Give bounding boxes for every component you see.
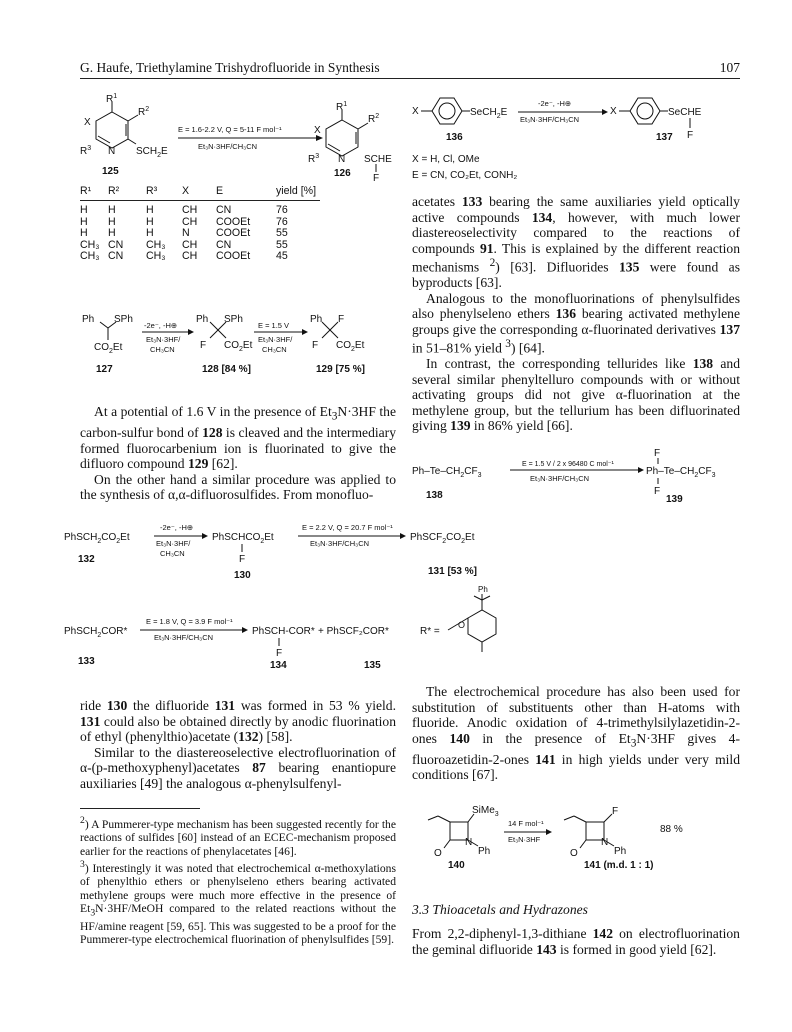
footnote-2: $^2$) A Pummerer-type mechanism has been suggested recently for the reactions of sulfides [60] instead of an ECEC-mechanism proposed earlier for the reactions of phenylacetates [46]. — [80, 815, 396, 858]
label-138: 138 — [426, 490, 443, 501]
table-cell: H — [146, 215, 154, 228]
structure-133: PhSCH$_2$COR* — [64, 626, 128, 639]
structure-128-co2et: $CO_2Et$ — [224, 340, 253, 353]
structure-128-f: F — [200, 340, 207, 351]
label-139: 139 — [666, 494, 683, 505]
arrow-133-bottom: Et₃N·3HF/CH₃CN — [154, 633, 214, 642]
left-column-upper — [80, 404, 396, 503]
label-132: 132 — [78, 554, 95, 565]
structure-138: $Ph-Te-CH_2CF_3$ — [412, 466, 482, 479]
paragraph: ride 130 the difluoride 131 was formed in 53 % yield. 131 could also be obtained directly by anodic fluorination of ethyl (phenylthio)acetate (132) [58]. — [80, 698, 396, 744]
paragraph: Similar to the diastereoselective electrofluorination of α-(p-methoxyphenyl)acetates 87 bearing enantiopure auxiliaries [49] the analogous α-phenylsulfenyl- — [80, 744, 396, 791]
table-cell: CN — [108, 250, 124, 263]
structure-127-sph: SPh — [114, 314, 133, 325]
scheme-125-126 — [80, 92, 410, 184]
table-cell: CN — [108, 238, 124, 251]
r3-label-product: $R^3$ — [308, 153, 320, 165]
table-cell: H — [108, 215, 116, 228]
table-cell: H — [146, 204, 154, 216]
n-label-product: N — [338, 154, 346, 165]
structure-139: $Ph-Te-CH_2CF_3$ — [646, 466, 716, 479]
footnote-rule — [80, 808, 200, 809]
label-137: 137 — [656, 132, 673, 143]
r2-label-product: $R^2$ — [368, 113, 380, 125]
table-header-cell: yield [%] — [276, 185, 317, 197]
table-cell: CH₃ — [146, 238, 166, 251]
x-substituent-product: X — [610, 106, 617, 117]
f-bottom-139: F — [654, 486, 661, 497]
structure-127-ph: Ph — [82, 314, 95, 325]
table-cell: CN — [216, 238, 232, 251]
arrow-140-bottom: Et₃N·3HF — [508, 835, 541, 844]
table-cell: CH₃ — [80, 250, 100, 263]
table-cell: CH — [182, 238, 198, 251]
f-label-134: F — [276, 648, 283, 659]
label-136: 136 — [446, 132, 463, 143]
label-130: 130 — [234, 570, 251, 581]
arrow-138-top: E = 1.5 V / 2 x 96480 C mol⁻¹ — [522, 461, 614, 468]
arrow-136-bottom: Et₃N·3HF/CH₃CN — [520, 115, 580, 124]
yield-table — [80, 186, 320, 263]
arrow-138-bottom: Et₃N·3HF/CH₃CN — [530, 474, 590, 483]
right-column-bottom — [412, 926, 740, 957]
x-substituent: X — [412, 106, 419, 117]
table-header-cell: E — [216, 185, 224, 197]
table-cell: 76 — [276, 204, 288, 216]
arrow-130-bottom: Et₃N·3HF/CH₃CN — [310, 539, 370, 548]
label-133: 133 — [78, 656, 95, 667]
label-128: 128 [84 %] — [202, 364, 251, 375]
o-label-141: O — [570, 848, 578, 859]
label-140: 140 — [448, 860, 465, 871]
paragraph: From 2,2-diphenyl-1,3-dithiane 142 on electrofluorination the geminal difluoride 143 is formed in good yield [62]. — [412, 926, 740, 957]
table-cell: H — [80, 204, 88, 216]
paragraph: The electrochemical procedure has also been used for substitution of substituents other than H-atoms with fluoride. Anodic oxidation of 4-trimethylsilylazetidin-2-ones 140 in the presence of $Et_3N\cdot 3HF$ gives 4-fluoroazetidin-2-ones 141 in high yields under very mild conditions [67]. — [412, 684, 740, 783]
table-cell: COOEt — [216, 215, 251, 228]
scheme-138-139 — [412, 448, 742, 510]
right-column-upper — [412, 194, 740, 434]
table-cell: CH₃ — [146, 250, 166, 263]
table-row — [80, 205, 320, 217]
benzene-ring-136 — [432, 98, 462, 124]
label-126: 126 — [334, 168, 351, 179]
sime3-label: SiMe$_3$ — [472, 805, 499, 818]
table-header-cell: R² — [108, 185, 120, 197]
arrow-127-bottom-2: CH₃CN — [150, 345, 175, 354]
structure-127-co2et: $CO_2Et$ — [94, 342, 123, 355]
table-cell: 55 — [276, 227, 288, 240]
x-label-product: X — [314, 125, 321, 136]
table-cell: 45 — [276, 250, 288, 263]
structure-129-ph: Ph — [310, 314, 323, 325]
f-label-130: F — [239, 554, 246, 565]
arrow-127-bottom-1: Et₃N·3HF/ — [146, 335, 181, 344]
arrow-132-top: -2e⁻, -H⊕ — [160, 523, 194, 532]
table-cell: H — [108, 227, 116, 240]
menthyl-auxiliary — [448, 594, 496, 652]
label-134: 134 — [270, 660, 287, 671]
header-rule — [80, 78, 740, 79]
table-cell: CH — [182, 215, 198, 228]
f-label-141: F — [612, 806, 619, 817]
ph-label-141: Ph — [614, 846, 627, 857]
ph-label-140: Ph — [478, 846, 491, 857]
table-header-row — [80, 186, 320, 201]
table-cell: H — [108, 204, 116, 216]
table-cell: H — [80, 227, 88, 240]
structure-125 — [96, 102, 138, 148]
schfe-label: SCHE — [364, 154, 392, 165]
arrow-127-top: -2e⁻, -H⊕ — [144, 321, 178, 330]
structure-130: PhSCHCO$_2$Et — [212, 532, 274, 545]
table-cell: COOEt — [216, 250, 251, 263]
scheme-133-135 — [64, 585, 604, 674]
structure-134: PhSCH-COR* — [252, 626, 315, 637]
seche: SeCHE — [668, 107, 702, 118]
running-head-title: G. Haufe, Triethylamine Trishydrofluoride in Synthesis — [80, 60, 380, 75]
structure-135: + PhSCF₂COR* — [318, 626, 389, 637]
paragraph: At a potential of 1.6 V in the presence of $Et_3N\cdot 3HF$ the carbon-sulfur bond of 128 is cleaved and the intermediary formed fluorocarbenium ion is fluorinated to give the difluoro compound 129 [62]. — [80, 404, 396, 472]
table-cell: N — [182, 227, 190, 240]
benzene-ring-137 — [630, 98, 660, 124]
arrow-133-top: E = 1.8 V, Q = 3.9 F mol⁻¹ — [146, 617, 233, 626]
f-label-137: F — [687, 130, 694, 141]
arrow-140-top: 14 F mol⁻¹ — [508, 819, 544, 828]
structure-129-f: F — [338, 314, 345, 325]
o-label-140: O — [434, 848, 442, 859]
label-125: 125 — [102, 166, 119, 177]
table-header-cell: X — [182, 185, 190, 197]
scheme-136-137 — [412, 90, 742, 192]
n-label-140: N — [465, 837, 473, 848]
menthyl-ph: Ph — [478, 585, 488, 594]
label-135: 135 — [364, 660, 381, 671]
structure-128-ph: Ph — [196, 314, 209, 325]
n-label-141: N — [601, 837, 609, 848]
arrow-136-top: -2e⁻, -H⊕ — [538, 99, 572, 108]
label-127: 127 — [96, 364, 113, 375]
r1-label-product: $R^1$ — [336, 101, 348, 113]
table-cell: 55 — [276, 238, 288, 251]
sch2e-label: $SCH_2E$ — [136, 146, 168, 159]
paragraph: acetates 133 bearing the same auxiliaries yield optically active compounds 134, however, with much lower diastereoselectivity compared to the reactions of compounds 91. This is explained by the different reaction mechanisms $^2$) [63]. Difluorides 135 were found as byproducts [63]. — [412, 194, 741, 291]
scheme-127-129 — [80, 308, 400, 380]
right-column-lower — [412, 684, 740, 783]
arrow-132-bottom-2: CH₃CN — [160, 549, 185, 558]
arrow-125-reagent: Et₃N·3HF/CH₃CN — [198, 142, 258, 151]
r-star-definition: R* = — [420, 626, 440, 637]
yield-141: 88 % — [660, 824, 683, 835]
menthyl-o: O — [458, 620, 466, 630]
n-label: N — [108, 146, 116, 157]
r2-label: $R^2$ — [138, 106, 150, 118]
x-label: X — [84, 117, 91, 128]
label-141: 141 (m.d. 1 : 1) — [584, 860, 654, 871]
footnotes — [80, 814, 396, 947]
table-header-cell: R¹ — [80, 185, 92, 197]
paragraph: In contrast, the corresponding tellurides like 138 and several similar phenyltelluro compounds with or without activating groups did not give α-fluorination at the methylene group, but the tellurium has been difluorinated giving 139 in 86% yield [66]. — [412, 356, 740, 434]
paragraph: On the other hand a similar procedure was applied to the synthesis of α,α-difluorosulfides. From monofluo- — [80, 471, 396, 503]
table-cell: CH₃ — [80, 238, 100, 251]
section-heading: 3.3 Thioacetals and Hydrazones — [412, 902, 588, 917]
arrow-125-conditions: E = 1.6-2.2 V, Q = 5-11 F mol⁻¹ — [178, 125, 282, 134]
structure-128-sph: SPh — [224, 314, 243, 325]
table-cell: CH — [182, 250, 198, 263]
paragraph: Analogous to the monofluorinations of phenylsulfides also phenylseleno ethers 136 bearing activated methylene groups give the corresponding α-fluorinated derivatives 137 in 51–81% yield $^3$) [64]. — [412, 290, 740, 356]
arrow-132-bottom-1: Et₃N·3HF/ — [156, 539, 191, 548]
arrow-128-bottom-1: Et₃N·3HF/ — [258, 335, 293, 344]
sech2e: SeCH$_2$E — [470, 107, 508, 120]
scheme-140-141 — [416, 802, 736, 871]
f-top-139: F — [654, 448, 661, 459]
e-definition: E = CN, CO₂Et, CONH₂ — [412, 170, 518, 181]
structure-131: $PhSCF_2CO_2Et$ — [410, 532, 475, 545]
x-definition: X = H, Cl, OMe — [412, 154, 480, 165]
table-cell: CN — [216, 204, 232, 216]
running-head — [80, 60, 740, 80]
r3-label: $R^3$ — [80, 145, 92, 157]
table-cell: 76 — [276, 215, 288, 228]
footnote-3: $^3$) Interestingly it was noted that electrochemical α-methoxylations of phenylthio ethers or phenylseleno ethers bearing activated methylene groups were much more effective in the presence of $Et_3N\cdot 3HF$/MeOH compared to the related reactions without the HF/amine reagent [59, 65]. This was suggested to be a proof for the Pummerer-type electrochemical fluorination of phenylsulfides [59]. — [80, 859, 396, 947]
table-header-cell: R³ — [146, 185, 158, 197]
table-cell: H — [80, 215, 88, 228]
r1-label: $R^1$ — [106, 93, 118, 105]
arrow-128-top: E = 1.5 V — [258, 321, 290, 330]
left-column-lower — [80, 698, 396, 791]
structure-129-co2et: $CO_2Et$ — [336, 340, 365, 353]
table-cell: CH — [182, 204, 198, 216]
structure-132: $PhSCH_2CO_2Et$ — [64, 532, 130, 545]
scheme-132-131 — [64, 518, 544, 584]
label-129: 129 [75 %] — [316, 364, 365, 375]
f-label-126: F — [373, 173, 380, 184]
page-number: 107 — [719, 60, 740, 75]
arrow-128-bottom-2: CH₃CN — [262, 345, 287, 354]
table-cell: COOEt — [216, 227, 251, 240]
arrow-130-top: E = 2.2 V, Q = 20.7 F mol⁻¹ — [302, 523, 393, 532]
label-131: 131 [53 %] — [428, 566, 477, 577]
table-cell: H — [146, 227, 154, 240]
table-row — [80, 251, 320, 263]
structure-129-f2: F — [312, 340, 319, 351]
